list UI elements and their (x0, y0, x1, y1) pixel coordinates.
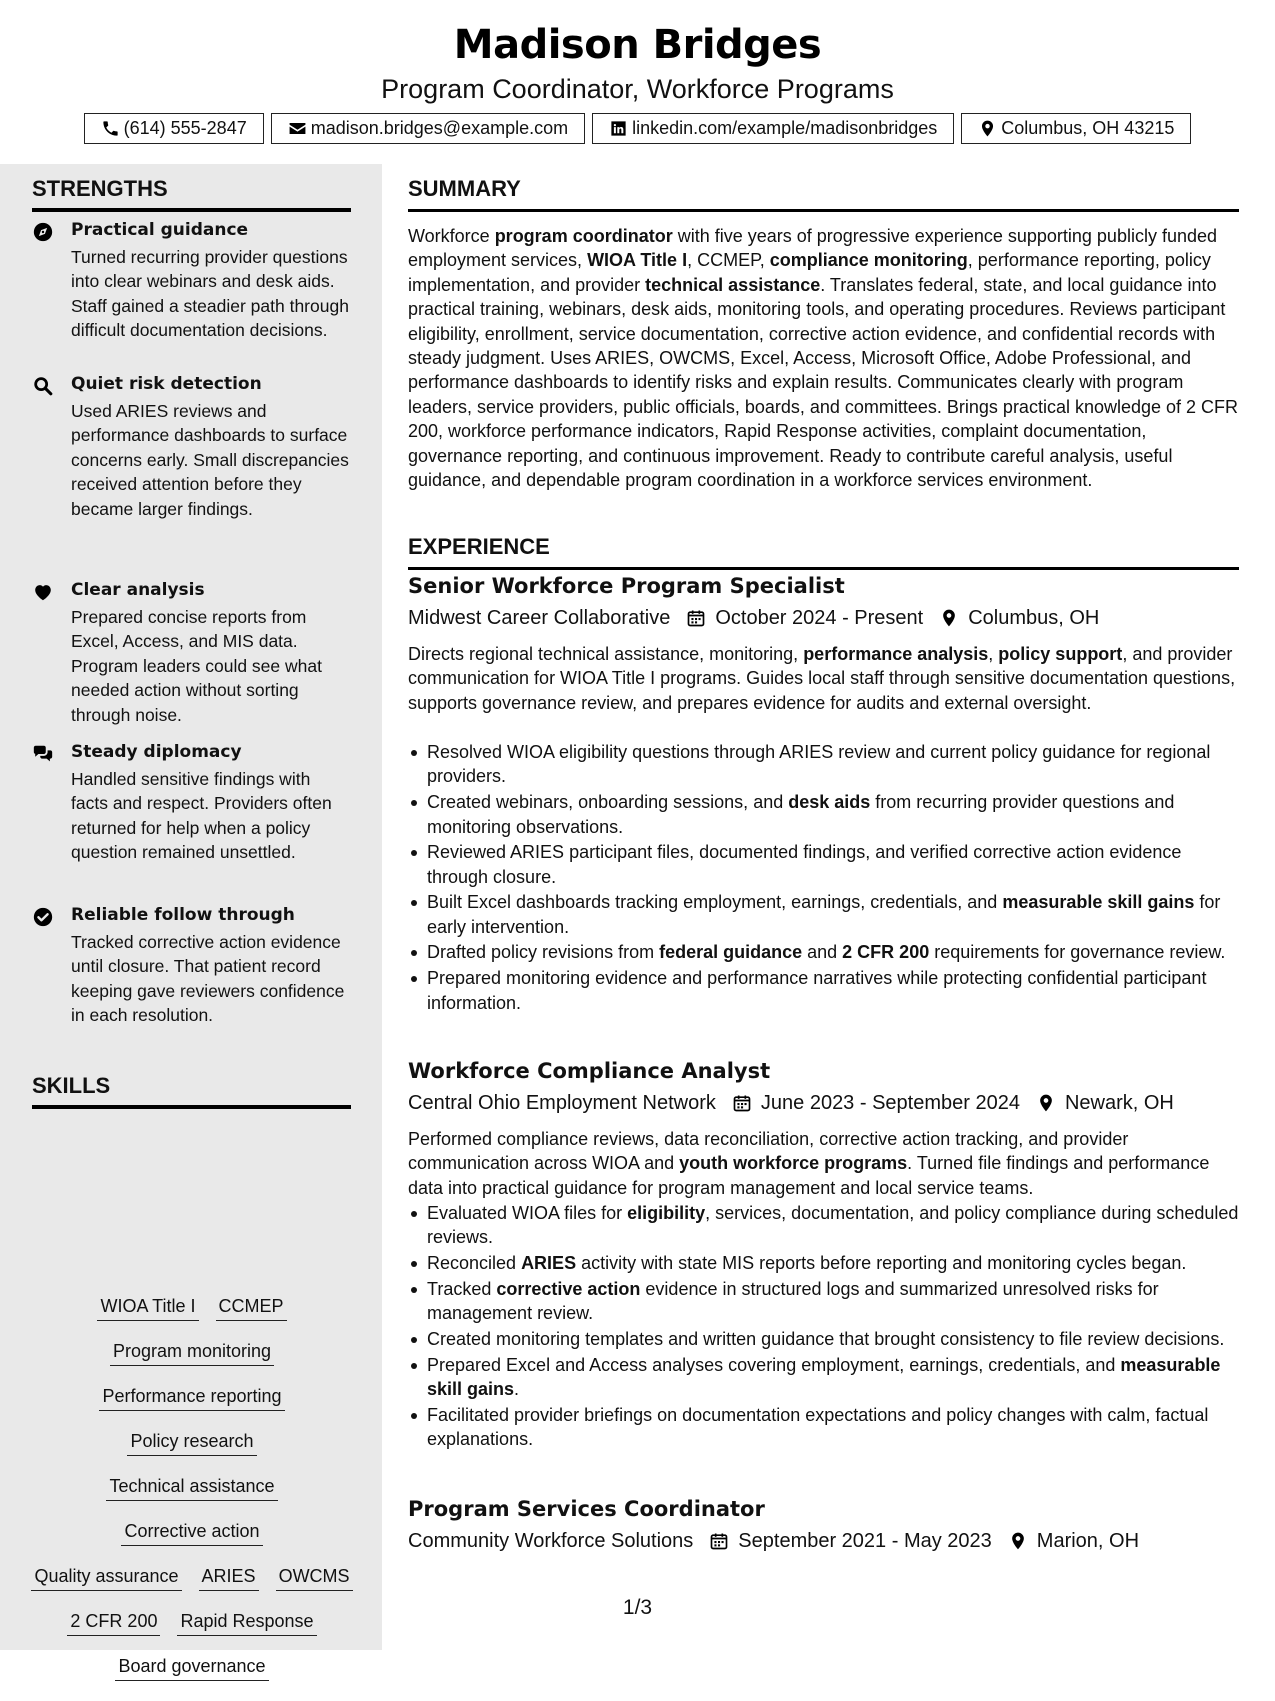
skill-row (32, 1431, 352, 1476)
strength-description: Tracked corrective action evidence until closure. That patient record keeping gave reviewers confidence in each resolution. (71, 932, 345, 1026)
map-pin-icon (1036, 1093, 1056, 1113)
job-company: Community Workforce Solutions (408, 1529, 694, 1552)
contact-email (271, 113, 585, 144)
job-title: Program Services Coordinator (408, 1497, 765, 1521)
skill-tag: Quality assurance (31, 1566, 181, 1591)
job-dates: October 2024 - Present (715, 606, 924, 629)
sidebar (0, 164, 382, 1676)
emphasis-text: performance analysis (803, 644, 989, 664)
job-location: Newark, OH (1064, 1091, 1174, 1114)
emphasis-text: technical assistance (645, 274, 821, 295)
bullet-item: Created monitoring templates and written guidance that brought consistency to file review decisions. (408, 1327, 1239, 1351)
candidate-name: Madison Bridges (453, 22, 822, 68)
magnifier-icon (32, 375, 54, 397)
contact-phone-text: (614) 555-2847 (123, 118, 247, 138)
job-dates: September 2021 - May 2023 (738, 1529, 992, 1552)
skill-row (32, 1296, 352, 1341)
job-dates: June 2023 - September 2024 (760, 1091, 1020, 1114)
experience-heading: EXPERIENCE (408, 534, 1239, 570)
bullet-item: Resolved WIOA eligibility questions through ARIES review and current policy guidance for regional providers. (408, 740, 1239, 789)
main-content (408, 164, 1239, 1650)
job-title: Senior Workforce Program Specialist (408, 574, 845, 598)
strength-title: Clear analysis (71, 580, 205, 600)
map-pin-icon (978, 119, 997, 138)
calendar-icon (709, 1531, 729, 1551)
job-title: Workforce Compliance Analyst (408, 1059, 771, 1083)
job-bullets (408, 1201, 1239, 1453)
job-meta (408, 604, 1099, 632)
job-meta (408, 1089, 1174, 1117)
emphasis-text: policy support (998, 644, 1123, 664)
bullet-item: Reconciled ARIES activity with state MIS reports before reporting and monitoring cycles began. (408, 1251, 1239, 1275)
strength-title: Reliable follow through (71, 905, 295, 925)
bullet-item: Built Excel dashboards tracking employment, earnings, credentials, and measurable skill gains for early intervention. (408, 890, 1239, 939)
bullet-item: Drafted policy revisions from federal guidance and 2 CFR 200 requirements for governance review. (408, 940, 1239, 964)
emphasis-text: federal guidance (659, 942, 803, 963)
emphasis-text: eligibility (627, 1203, 706, 1223)
calendar-icon (732, 1093, 752, 1113)
contact-phone (84, 113, 264, 144)
skill-row (32, 1341, 352, 1386)
emphasis-text: measurable skill gains (1002, 892, 1195, 913)
emphasis-text: corrective action (496, 1278, 641, 1299)
emphasis-text: measurable skill gains (427, 1354, 1221, 1400)
skill-tag: Performance reporting (99, 1386, 284, 1411)
job-location: Marion, OH (1036, 1529, 1140, 1552)
strength-title: Steady diplomacy (71, 742, 242, 762)
strength-description: Turned recurring provider questions into clear webinars and desk aids. Staff gained a steadier path through difficult documentation decisions. (71, 247, 349, 341)
bullet-item: Prepared monitoring evidence and performance narratives while protecting confidential participant information. (408, 966, 1239, 1015)
bullet-item: Prepared Excel and Access analyses covering employment, earnings, credentials, and measurable skill gains. (408, 1353, 1239, 1402)
calendar-icon (686, 608, 706, 628)
emphasis-text: WIOA Title I (587, 250, 688, 271)
skill-row (32, 1521, 352, 1566)
skill-tag: Technical assistance (106, 1476, 277, 1501)
map-pin-icon (1008, 1531, 1028, 1551)
strengths-heading: STRENGTHS (32, 176, 351, 212)
bullet-item: Tracked corrective action evidence in structured logs and summarized unresolved risks for management review. (408, 1277, 1239, 1326)
job-company: Midwest Career Collaborative (408, 606, 671, 629)
contact-row (0, 113, 1275, 144)
bullet-item: Evaluated WIOA files for eligibility, services, documentation, and policy compliance during scheduled reviews. (408, 1201, 1239, 1250)
bullet-item: Facilitated provider briefings on documentation expectations and policy changes with calm, factual explanations. (408, 1403, 1239, 1452)
check-circle-icon (32, 906, 54, 928)
emphasis-text: ARIES (521, 1253, 577, 1274)
summary-heading: SUMMARY (408, 176, 1239, 212)
contact-email-text: madison.bridges@example.com (310, 118, 569, 138)
skill-tag: WIOA Title I (97, 1296, 198, 1321)
page-number: 1/3 (622, 1596, 653, 1619)
phone-icon (101, 119, 120, 138)
skill-tag: 2 CFR 200 (67, 1611, 160, 1636)
emphasis-text: 2 CFR 200 (842, 942, 930, 963)
compass-icon (32, 221, 54, 243)
skill-tag: Board governance (115, 1656, 268, 1681)
bullet-item: Reviewed ARIES participant files, documented findings, and verified corrective action evidence through closure. (408, 840, 1239, 889)
map-pin-icon (939, 608, 959, 628)
skill-tag: Program monitoring (110, 1341, 274, 1366)
job-meta (408, 1527, 1139, 1555)
contact-location (961, 113, 1191, 144)
summary-text: Workforce program coordinator with five years of progressive experience supporting publicly funded employment services, WIOA Title I, CCMEP, compliance monitoring, performance reporting, policy implementation, and provider technical assistance. Translates federal, state, and local guidance into practical training, webinars, desk aids, monitoring tools, and operating procedures. Reviews participant eligibility, enrollment, service documentation, corrective action evidence, and confidential records with steady judgment. Uses ARIES, OWCMS, Excel, Access, Microsoft Office, Adobe Professional, and performance dashboards to identify risks and explain results. Communicates clearly with program leaders, service providers, public officials, boards, and committees. Brings practical knowledge of 2 CFR 200, workforce performance indicators, Rapid Response activities, complaint documentation, governance reporting, and continuous improvement. Ready to contribute careful analysis, useful guidance, and dependable program coordination in a workforce services environment. (408, 226, 1239, 491)
contact-location-text: Columbus, OH 43215 (1001, 118, 1175, 138)
chat-bubbles-icon (32, 743, 54, 765)
skills-heading: SKILLS (32, 1073, 351, 1109)
skill-row (32, 1476, 352, 1521)
skill-tag: ARIES (199, 1566, 259, 1591)
strength-title: Practical guidance (71, 220, 249, 240)
skill-tag: Corrective action (121, 1521, 262, 1546)
job-location: Columbus, OH (968, 606, 1100, 629)
contact-linkedin (592, 113, 954, 144)
job-description: Performed compliance reviews, data reconciliation, corrective action tracking, and provider communication across WIOA and youth workforce programs. Turned file findings and performance data into practical guidance for program management and local service teams. (408, 1129, 1210, 1198)
skill-row (32, 1386, 352, 1431)
envelope-icon (288, 119, 307, 138)
heart-icon (32, 581, 54, 603)
candidate-title: Program Coordinator, Workforce Programs (381, 74, 894, 104)
job-description: Directs regional technical assistance, monitoring, performance analysis, policy support, and provider communication for WIOA Title I programs. Guides local staff through sensitive documentation questions, supports governance review, and prepares evidence for audits and external oversight. (408, 644, 1236, 713)
skill-row (32, 1656, 352, 1701)
linkedin-icon (609, 119, 628, 138)
skill-tag: CCMEP (216, 1296, 287, 1321)
emphasis-text: youth workforce programs (679, 1153, 908, 1174)
resume-header (0, 0, 1275, 164)
job-company: Central Ohio Employment Network (408, 1091, 716, 1114)
emphasis-text: desk aids (788, 792, 871, 813)
strength-description: Prepared concise reports from Excel, Access, and MIS data. Program leaders could see what needed action without sorting through noise. (71, 607, 322, 725)
skill-tag: Rapid Response (177, 1611, 316, 1636)
emphasis-text: compliance monitoring (769, 250, 968, 271)
bullet-item: Created webinars, onboarding sessions, and desk aids from recurring provider questions and monitoring observations. (408, 790, 1239, 839)
contact-linkedin-text: linkedin.com/example/madisonbridges (632, 118, 938, 138)
emphasis-text: program coordinator (494, 226, 673, 246)
strength-title: Quiet risk detection (71, 374, 262, 394)
skill-tag: OWCMS (276, 1566, 353, 1591)
strength-description: Handled sensitive findings with facts and respect. Providers often returned for help when a policy question remained unsettled. (71, 769, 332, 863)
skills-list (32, 1296, 352, 1701)
strength-description: Used ARIES reviews and performance dashboards to surface concerns early. Small discrepancies received attention before they became larger findings. (71, 401, 349, 519)
job-bullets (408, 740, 1239, 1016)
skill-tag: Policy research (127, 1431, 256, 1456)
